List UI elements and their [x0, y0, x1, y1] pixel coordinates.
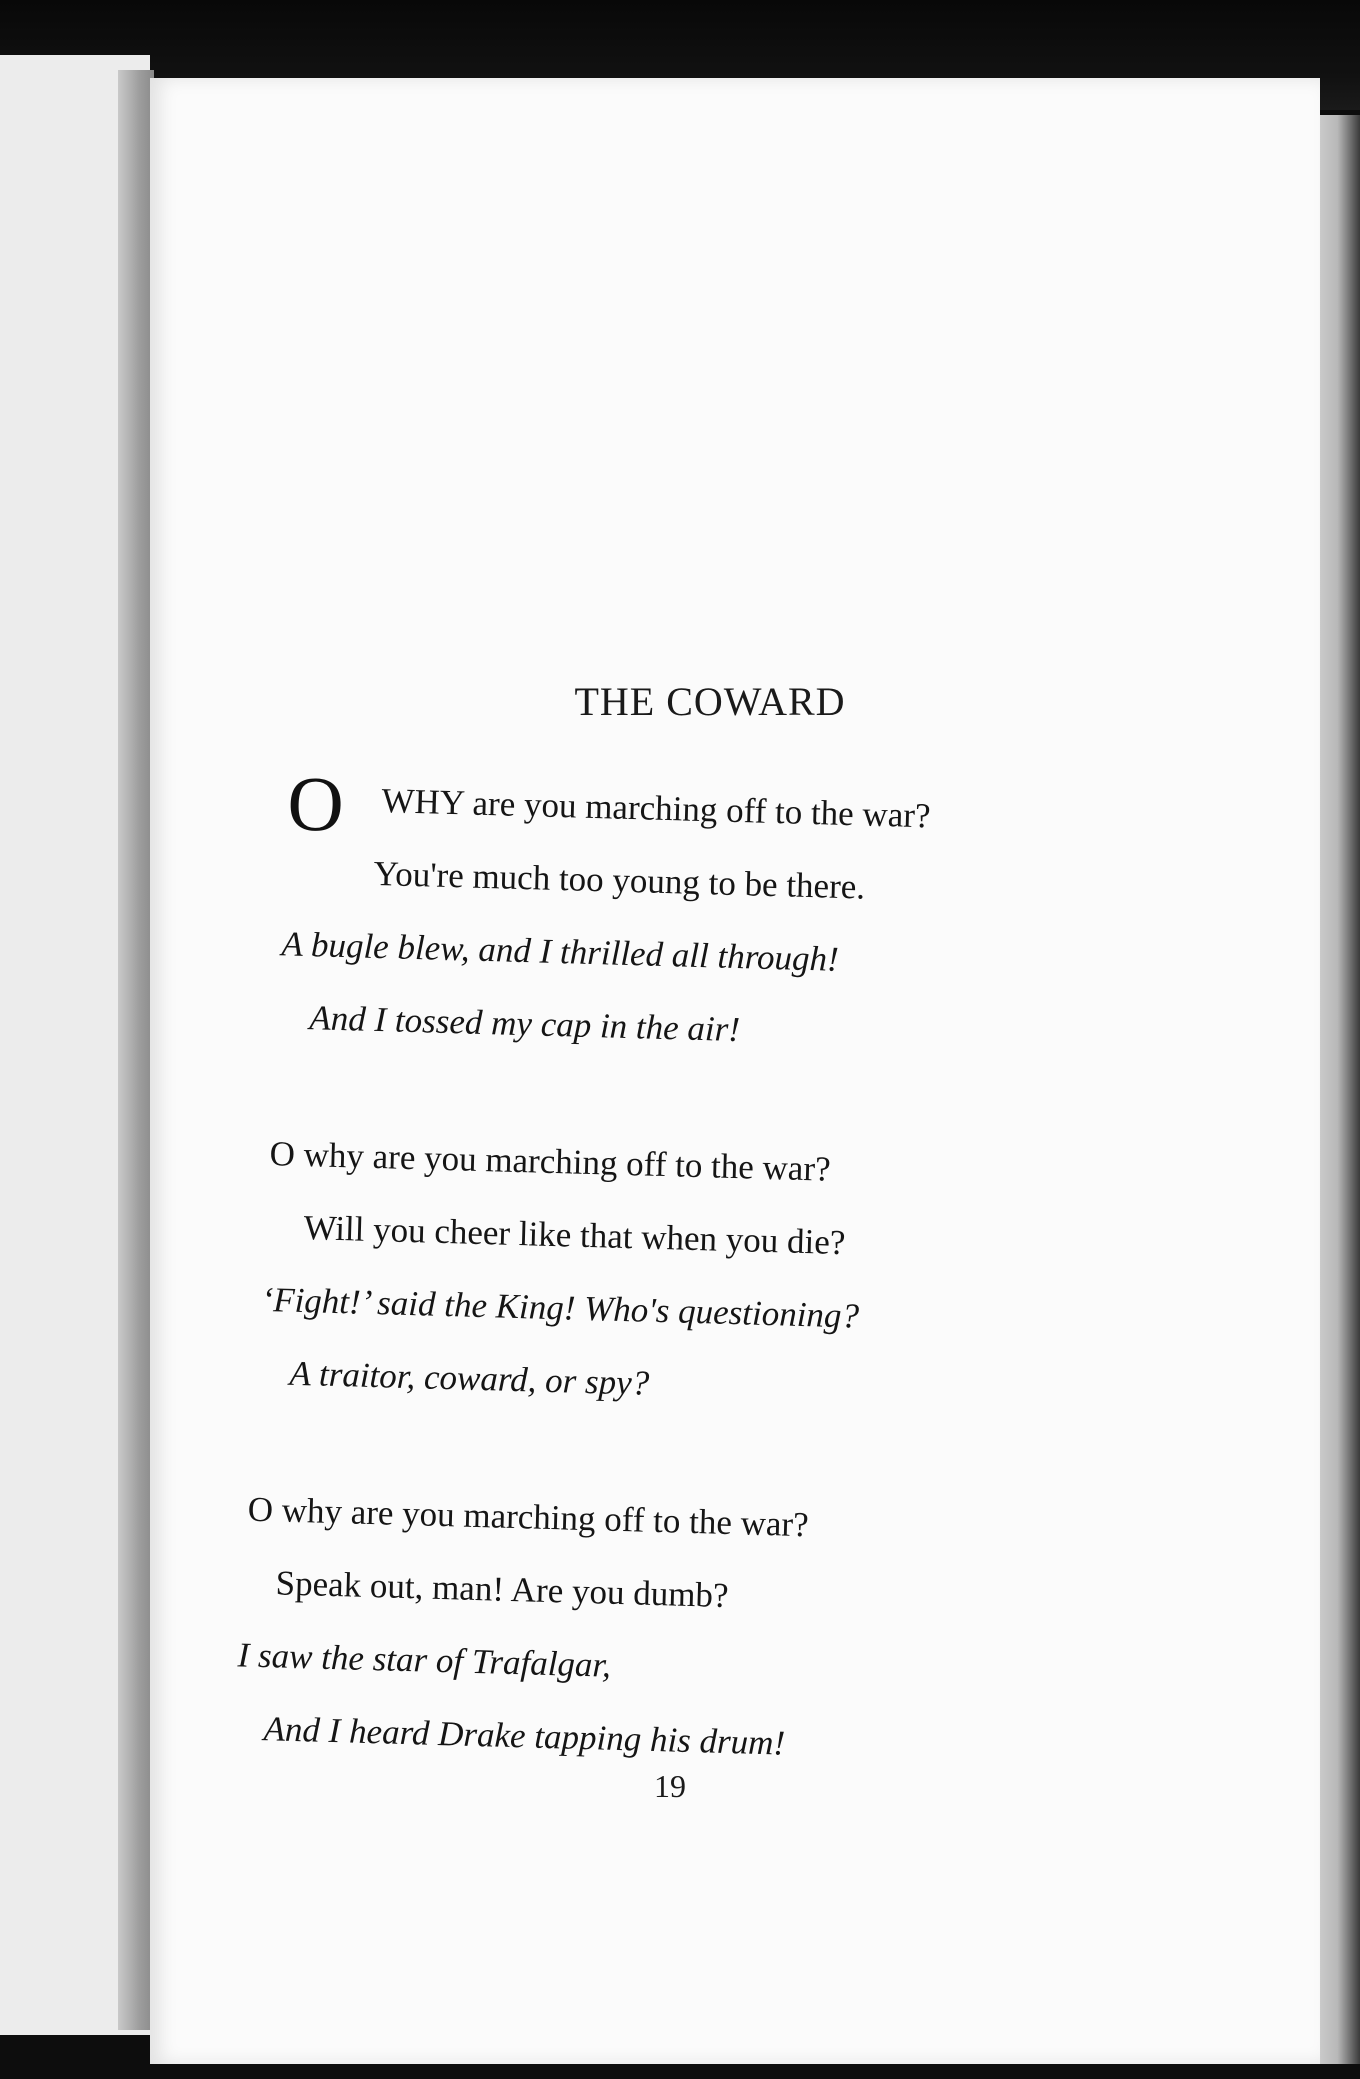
poem-title: THE COWARD	[574, 679, 846, 724]
poem-line: And I tossed my cap in the air!	[308, 998, 741, 1050]
poem-line: Speak out, man! Are you dumb?	[275, 1563, 730, 1616]
drop-cap: O	[286, 759, 346, 848]
poem-line: A traitor, coward, or spy?	[289, 1353, 650, 1403]
poem-line: I saw the star of Trafalgar,	[237, 1635, 612, 1685]
poem-line: ‘Fight!’ said the King! Who's questioning?	[261, 1279, 860, 1336]
poem-line: And I heard Drake tapping his drum!	[263, 1709, 786, 1763]
poem-line: You're much too young to be there.	[373, 853, 866, 907]
book-page	[150, 78, 1320, 2064]
poem-line: O why are you marching off to the war?	[269, 1134, 832, 1189]
page-number: 19	[654, 1768, 686, 1804]
poem-line: A bugle blew, and I thrilled all through!	[281, 924, 840, 979]
poem-line: O why are you marching off to the war?	[247, 1489, 810, 1545]
poem-line: Will you cheer like that when you die?	[303, 1208, 846, 1263]
poem-line: WHY are you marching off to the war?	[381, 781, 932, 836]
